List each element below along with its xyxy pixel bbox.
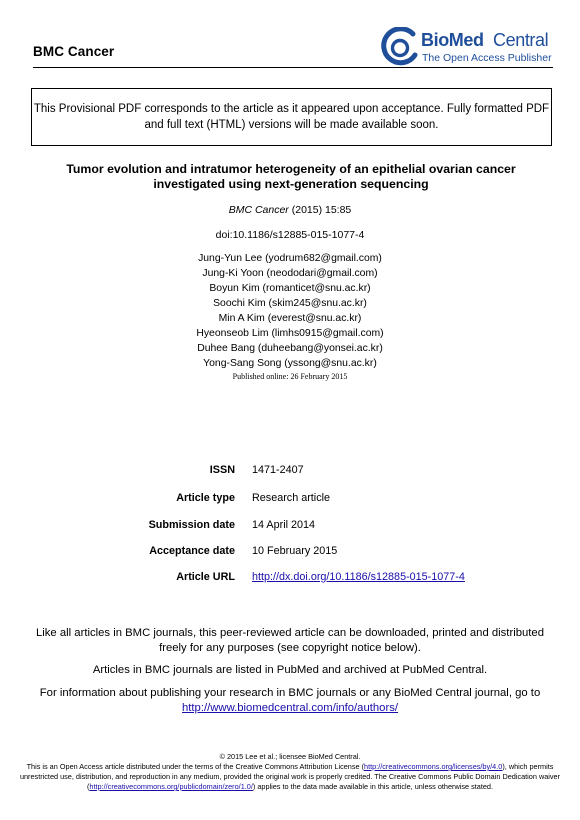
info-line: freely for any purposes (see copyright notice below). [159,642,421,654]
journal-name: BMC Cancer [33,44,115,59]
article-title-line-1: Tumor evolution and intratumor heterogeneity of an epithelial ovarian cancer [66,162,516,176]
license-part: ), which permits unrestricted use, distribution, and reproduction in any medium, provided the original work is properly credited. The Creative Commons Public Domain Dedication waiver ( [19,762,561,791]
author-item: Duhee Bang (duheebang@yonsei.ac.kr) [197,343,383,354]
logo-biomed-text: BioMed [421,30,484,50]
license-part: This is an Open Access article distributed under the terms of the Creative Commons Attribution License ( [26,762,365,771]
info-line: Like all articles in BMC journals, this peer-reviewed article can be downloaded, printed and distributed [35,627,544,639]
info-paragraph-publishing [0,686,580,716]
metadata-label: ISSN [209,464,235,476]
info-line: For information about publishing your research in BMC journals or any BioMed Central journal, go to [39,687,541,699]
author-info-link[interactable]: http://www.biomedcentral.com/info/authors/ [182,702,398,714]
logo-tagline: The Open Access Publisher [422,52,552,64]
header-divider [33,67,553,68]
metadata-label: Article URL [176,571,235,583]
published-date: Published online: 26 February 2015 [232,372,348,381]
article-doi: doi:10.1186/s12885-015-1077-4 [215,229,365,241]
author-item: Soochi Kim (skim245@snu.ac.kr) [213,298,367,309]
metadata-label: Article type [176,492,235,504]
metadata-value: Research article [252,492,331,504]
provisional-notice-box [31,88,552,146]
provisional-notice-text: This Provisional PDF corresponds to the article as it appeared upon acceptance. Fully formatted PDF and full text (HTML) versions will be made available soon. [33,103,550,131]
metadata-row-article-type [0,492,580,508]
metadata-row-issn [0,464,580,480]
citation-journal: BMC Cancer [228,204,289,216]
metadata-row-article-url [0,571,580,587]
article-url-link[interactable]: http://dx.doi.org/10.1186/s12885-015-1077-4 [252,571,465,583]
copyright-line: © 2015 Lee et al.; licensee BioMed Central. [219,752,361,761]
logo-central-text: Central [493,30,549,50]
metadata-row-submission-date [0,519,580,535]
metadata-row-acceptance-date [0,545,580,561]
metadata-value: 1471-2407 [252,464,304,476]
citation [0,203,580,218]
author-item: Boyun Kim (romanticet@snu.ac.kr) [209,283,371,294]
license-text [12,762,568,792]
author-item: Jung-Ki Yoon (neododari@gmail.com) [202,268,378,279]
info-paragraph-distribution [0,626,580,656]
info-paragraph-pubmed: Articles in BMC journals are listed in PubMed and archived at PubMed Central. [92,664,488,676]
article-title [30,162,552,192]
license-part: ) applies to the data made available in this article, unless otherwise stated. [252,782,493,791]
article-title-line-2: investigated using next-generation sequencing [153,177,429,191]
author-item: Jung-Yun Lee (yodrum682@gmail.com) [198,253,382,264]
cc-by-license-link[interactable]: http://creativecommons.org/licenses/by/4.0 [364,762,503,771]
author-item: Hyeonseob Lim (limhs0915@gmail.com) [196,328,384,339]
metadata-label: Acceptance date [149,545,235,557]
author-item: Yong-Sang Song (yssong@snu.ac.kr) [203,358,377,369]
author-list [0,251,580,371]
biomed-central-logo[interactable] [380,27,552,67]
metadata-value: 10 February 2015 [252,545,338,557]
citation-volume: (2015) 15:85 [288,204,352,216]
author-item: Min A Kim (everest@snu.ac.kr) [218,313,362,324]
metadata-value: 14 April 2014 [252,519,316,531]
biomed-logo-icon [380,27,420,67]
metadata-label: Submission date [148,519,235,531]
cc-zero-waiver-link[interactable]: http://creativecommons.org/publicdomain/zero/1.0/ [89,782,253,791]
